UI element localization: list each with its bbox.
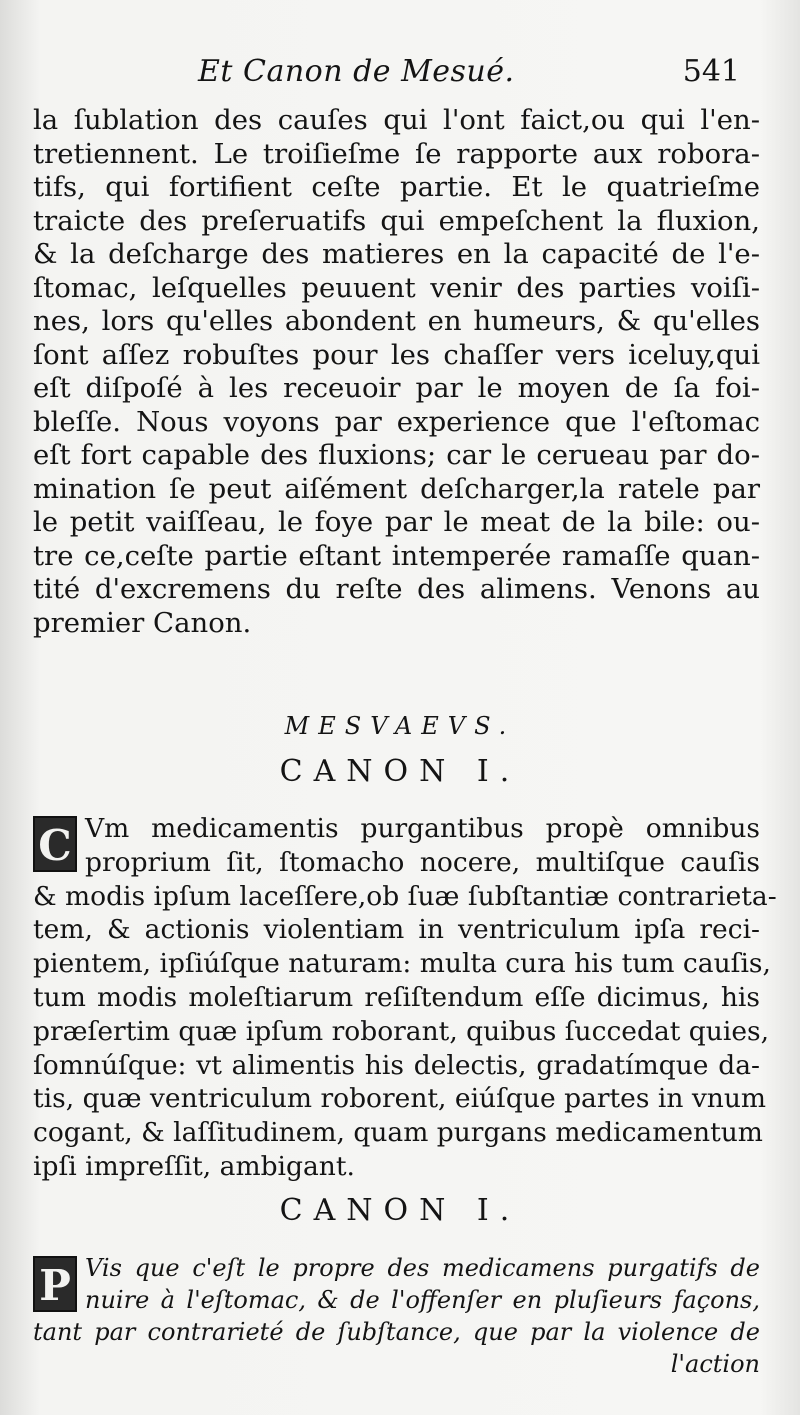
text-line: ſtomac, leſquelles peuuent venir des parties voiſi- bbox=[33, 271, 760, 304]
text-line: le petit vaiſſeau, le foye par le meat de la bile: ou- bbox=[33, 506, 760, 538]
text-line: cogant, & laſſitudinem, quam purgans medicamentum bbox=[33, 1117, 763, 1149]
text-line: tum modis moleſtiarum reſiſtendum eſſe dicimus, his bbox=[33, 981, 760, 1013]
text-line: tis, quæ ventriculum roborent, eiúſque partes in vnum bbox=[33, 1083, 767, 1115]
text-line: traicte des preſeruatifs qui empeſchent la fluxion, bbox=[33, 204, 760, 237]
text-line: Vis que c'eſt le propre des medicamens purgatifs de bbox=[85, 1254, 760, 1282]
text-line: bleſſe. Nous voyons par experience que l'eſtomac bbox=[33, 405, 760, 438]
text-line: præſertim quæ ipſum roborant, quibus ſuccedat quies, bbox=[33, 1015, 770, 1047]
text-line: & la deſcharge des matieres en la capacité de l'e- bbox=[33, 238, 760, 270]
text-line: tité d'excremens du reſte des alimens. Venons au bbox=[33, 573, 760, 605]
text-line: eſt fort capable des fluxions; car le cerueau par do- bbox=[33, 439, 760, 471]
text-line: pientem, ipſiúſque naturam: multa cura his tum cauſis, bbox=[33, 948, 771, 980]
text-line: ſont aſſez robuſtes pour les chaſſer vers iceluy,qui bbox=[33, 338, 760, 371]
page-number: 541 bbox=[682, 54, 740, 89]
text-line: tretiennent. Le troiſieſme ſe rapporte aux robora- bbox=[33, 137, 760, 170]
french-commentary bbox=[33, 104, 760, 640]
french-canon-text bbox=[33, 1252, 760, 1380]
drop-cap-french: P bbox=[33, 1256, 77, 1312]
text-line: nes, lors qu'elles abondent en humeurs, & qu'elles bbox=[33, 305, 760, 337]
text-line: l'action bbox=[670, 1350, 760, 1378]
text-line: tre ce,ceſte partie eſtant intemperée ramaſſe quan- bbox=[33, 539, 760, 572]
latin-canon-text bbox=[33, 812, 777, 1184]
text-line: proprium ſit, ſtomacho nocere, multiſque cauſis bbox=[85, 846, 760, 878]
running-head: Et Canon de Mesué. bbox=[198, 54, 515, 89]
text-line: eſt diſpoſé à les receuoir par le moyen de ſa foi- bbox=[33, 372, 760, 404]
text-line: mination ſe peut aiſément deſcharger,la ratele par bbox=[33, 472, 760, 505]
section-heading-mesuaeus: MESVAEVS. bbox=[284, 712, 516, 740]
text-line: tem, & actionis violentiam in ventriculum ipſa reci- bbox=[33, 914, 760, 946]
section-heading-canon-french: CANON I. bbox=[279, 1193, 521, 1228]
text-line: la ſublation des cauſes qui l'ont faict,ou qui l'en- bbox=[33, 104, 760, 136]
text-line: & modis ipſum laceſſere,ob ſuæ ſubſtantiæ contrarieta- bbox=[33, 880, 777, 912]
text-line: ſomnúſque: vt alimentis his delectis, gradatímque da- bbox=[33, 1049, 760, 1081]
section-heading-canon-latin: CANON I. bbox=[279, 754, 521, 789]
text-line: Vm medicamentis purgantibus propè omnibus bbox=[85, 813, 760, 844]
text-line: ipſi impreſſit, ambigant. bbox=[33, 1150, 355, 1182]
drop-cap-latin: C bbox=[33, 816, 77, 872]
text-line: premier Canon. bbox=[33, 606, 252, 639]
text-line: tant par contrarieté de ſubſtance, que par la violence de bbox=[33, 1318, 760, 1346]
page-header bbox=[110, 52, 740, 102]
text-line: tifs, qui fortifient ceſte partie. Et le quatrieſme bbox=[33, 171, 760, 203]
text-line: nuire à l'eſtomac, & de l'offenſer en pluſieurs façons, bbox=[85, 1286, 760, 1314]
